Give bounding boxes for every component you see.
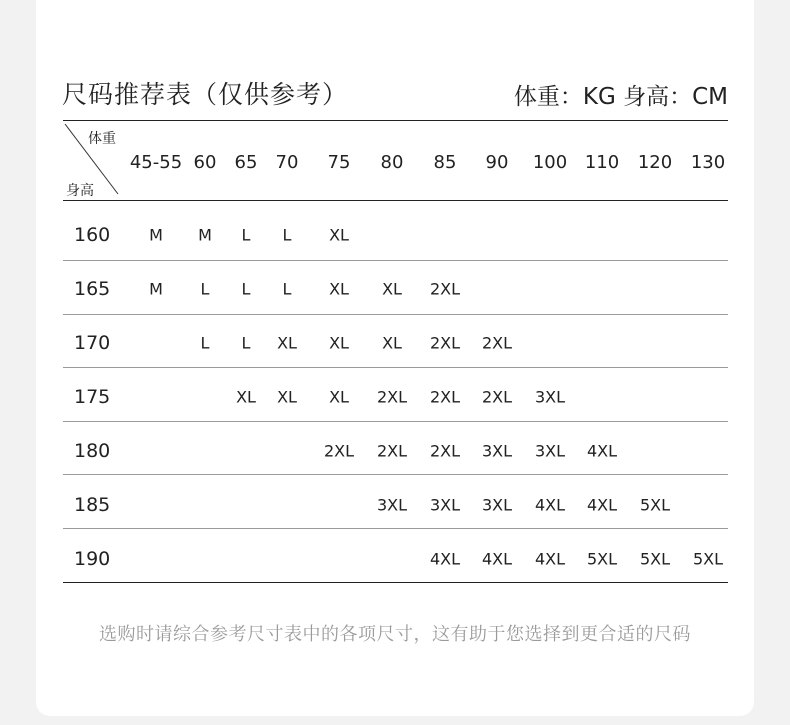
weight-header-cell: 90	[485, 152, 509, 173]
height-row-label: 165	[74, 278, 111, 300]
size-cell: 2XL	[323, 441, 355, 461]
weight-header-cell: 45-55	[129, 152, 183, 173]
size-cell: M	[149, 225, 163, 245]
row-separator	[63, 314, 728, 315]
height-row-label: 190	[74, 548, 111, 570]
size-cell: 5XL	[639, 549, 671, 569]
size-cell: L	[282, 279, 292, 299]
row-separator	[63, 421, 728, 422]
size-cell: 4XL	[586, 441, 618, 461]
height-row-label: 185	[74, 494, 111, 516]
weight-header-cell: 130	[690, 152, 726, 173]
size-cell: 2XL	[429, 387, 461, 407]
size-cell: 5XL	[692, 549, 724, 569]
size-cell: 2XL	[376, 387, 408, 407]
page-title: 尺码推荐表（仅供参考）	[62, 80, 349, 109]
size-cell: 3XL	[481, 441, 513, 461]
size-cell: 5XL	[586, 549, 618, 569]
size-cell: 3XL	[534, 387, 566, 407]
corner-label-height: 身高	[66, 183, 94, 199]
size-cell: XL	[329, 333, 349, 353]
size-cell: M	[149, 279, 163, 299]
size-cell: 2XL	[376, 441, 408, 461]
weight-header-cell: 60	[193, 152, 217, 173]
height-row-label: 160	[74, 224, 111, 246]
row-separator	[63, 528, 728, 529]
size-cell: 2XL	[429, 441, 461, 461]
corner-label-weight: 体重	[88, 131, 116, 147]
height-row-label: 170	[74, 332, 111, 354]
table-bottom-rule	[63, 582, 728, 583]
size-cell: 2XL	[429, 333, 461, 353]
size-cell: 2XL	[481, 333, 513, 353]
size-cell: 3XL	[376, 495, 408, 515]
weight-header-cell: 110	[584, 152, 620, 173]
footnote: 选购时请综合参考尺寸表中的各项尺寸，这有助于您选择到更合适的尺码	[99, 624, 691, 645]
size-cell: 4XL	[534, 495, 566, 515]
size-cell: 2XL	[481, 387, 513, 407]
row-separator	[63, 474, 728, 475]
size-cell: XL	[329, 387, 349, 407]
weight-header-cell: 120	[637, 152, 673, 173]
size-cell: XL	[329, 225, 349, 245]
size-cell: XL	[236, 387, 256, 407]
weight-header-cell: 70	[275, 152, 299, 173]
size-cell: L	[241, 279, 251, 299]
size-cell: 4XL	[429, 549, 461, 569]
size-cell: L	[200, 333, 210, 353]
size-cell: M	[198, 225, 212, 245]
size-cell: 4XL	[586, 495, 618, 515]
size-cell: 4XL	[534, 549, 566, 569]
height-row-label: 180	[74, 440, 111, 462]
table-top-rule	[63, 120, 728, 121]
size-cell: XL	[382, 279, 402, 299]
size-cell: 4XL	[481, 549, 513, 569]
size-cell: XL	[277, 387, 297, 407]
row-separator	[63, 260, 728, 261]
height-row-label: 175	[74, 386, 111, 408]
size-cell: L	[241, 333, 251, 353]
size-cell: 3XL	[429, 495, 461, 515]
row-separator	[63, 367, 728, 368]
size-cell: XL	[382, 333, 402, 353]
weight-header-cell: 85	[433, 152, 457, 173]
weight-header-cell: 65	[234, 152, 258, 173]
size-cell: 3XL	[481, 495, 513, 515]
size-cell: 2XL	[429, 279, 461, 299]
size-cell: L	[200, 279, 210, 299]
header-bottom-rule	[63, 200, 728, 201]
weight-header-cell: 80	[380, 152, 404, 173]
size-cell: L	[282, 225, 292, 245]
weight-header-cell: 75	[327, 152, 351, 173]
size-cell: 5XL	[639, 495, 671, 515]
weight-header-cell: 100	[532, 152, 568, 173]
size-cell: L	[241, 225, 251, 245]
unit-note: 体重：KG 身高：CM	[513, 84, 728, 110]
size-cell: 3XL	[534, 441, 566, 461]
size-cell: XL	[329, 279, 349, 299]
size-cell: XL	[277, 333, 297, 353]
